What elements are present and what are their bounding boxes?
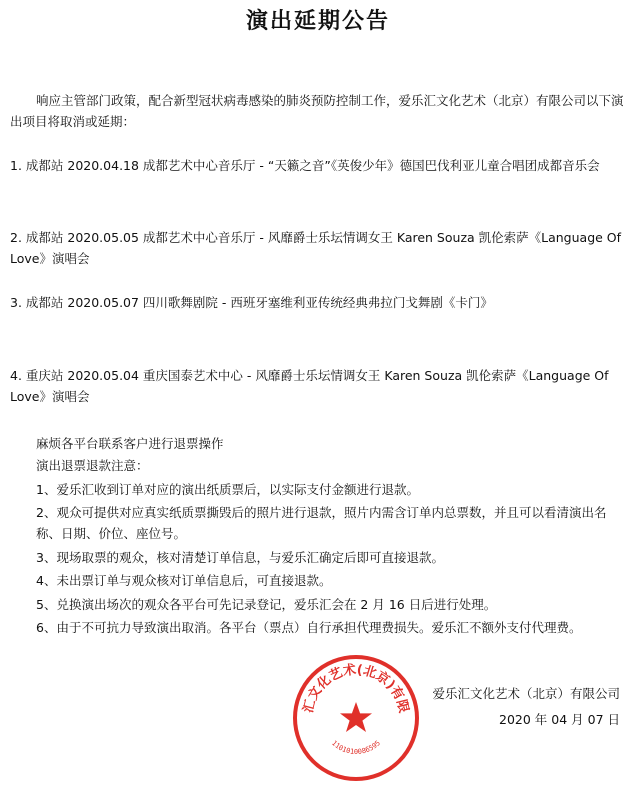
seal-star xyxy=(340,702,372,732)
contact-line: 麻烦各平台联系客户进行退票操作 xyxy=(36,436,224,451)
refund-note: 5、兑换演出场次的观众各平台可先记录登记，爱乐汇会在 2 月 16 日后进行处理。 xyxy=(36,597,497,612)
refund-note: 1、爱乐汇收到订单对应的演出纸质票后，以实际支付金额进行退款。 xyxy=(36,482,419,497)
refund-heading: 演出退票退款注意： xyxy=(36,458,149,473)
page-title: 演出延期公告 xyxy=(245,9,390,34)
company-seal xyxy=(290,652,422,784)
signature-company: 爱乐汇文化艺术（北京）有限公司 xyxy=(432,686,620,701)
signature-date: 2020 年 04 月 07 日 xyxy=(499,712,620,727)
list-item: 1. 成都站 2020.04.18 成都艺术中心音乐厅 - “天籁之音”《英俊少年》德国巴伐利亚儿童合唱团成都音乐会 xyxy=(10,158,600,173)
list-item: 2. 成都站 2020.05.05 成都艺术中心音乐厅 - 风靡爵士乐坛情调女王 Karen Souza 凯伦索萨《Language Of Love》演唱会 xyxy=(10,230,622,266)
refund-note: 4、未出票订单与观众核对订单信息后，可直接退款。 xyxy=(36,573,332,588)
list-item: 4. 重庆站 2020.05.04 重庆国泰艺术中心 - 风靡爵士乐坛情调女王 Karen Souza 凯伦索萨《Language Of Love》演唱会 xyxy=(10,368,609,404)
refund-note: 2、观众可提供对应真实纸质票撕毁后的照片进行退款，照片内需含订单内总票数，并且可以看清演出名称、日期、价位、座位号。 xyxy=(36,505,607,541)
intro-paragraph: 响应主管部门政策，配合新型冠状病毒感染的肺炎预防控制工作，爱乐汇文化艺术（北京）有限公司以下演出项目将取消或延期： xyxy=(10,93,624,129)
refund-note: 3、现场取票的观众，核对清楚订单信息，与爱乐汇确定后即可直接退款。 xyxy=(36,550,444,565)
list-item: 3. 成都站 2020.05.07 四川歌舞剧院 - 西班牙塞维利亚传统经典弗拉门戈舞剧《卡门》 xyxy=(10,295,493,310)
seal-number: 1101010086595 xyxy=(329,739,383,756)
refund-note: 6、由于不可抗力导致演出取消。各平台（票点）自行承担代理费损失。爱乐汇不额外支付代理费。 xyxy=(36,620,582,635)
seal-text: 汇文化艺术(北京)有限 xyxy=(301,662,411,715)
